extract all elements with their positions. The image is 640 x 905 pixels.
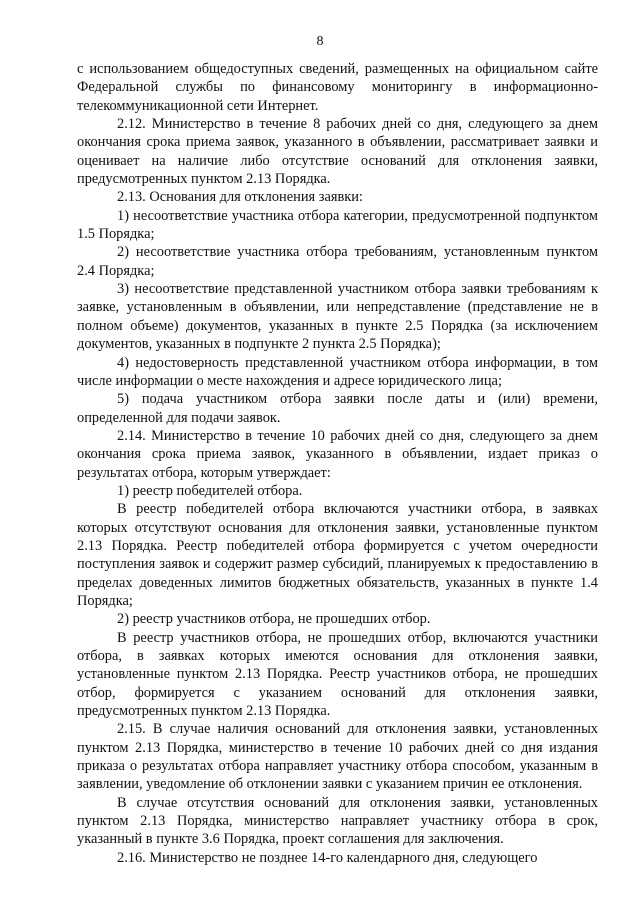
- paragraph: В случае отсутствия оснований для отклонения заявки, установленных пунктом 2.13 Порядка, министерство направляет участнику отбора в срок, указанный в пункте 3.6 Порядка, проект соглашения для заключения.: [77, 794, 598, 848]
- paragraph: с использованием общедоступных сведений, размещенных на официальном сайте Федеральной службы по финансовому мониторингу в информационно-телекоммуникационной сети Интернет.: [77, 61, 598, 114]
- paragraph: 2.16. Министерство не позднее 14-го календарного дня, следующего: [117, 849, 538, 866]
- paragraph: 2.14. Министерство в течение 10 рабочих дней со дня, следующего за днем окончания срока приема заявок, указанного в объявлении, издает приказ о результатах отбора, которым утверждает:: [77, 427, 598, 481]
- paragraph: 2.12. Министерство в течение 8 рабочих дней со дня, следующего за днем окончания срока приема заявок, указанного в объявлении, рассматривает заявки и оценивает на наличие либо отсутствие оснований для отклонения заявки, предусмотренных пунктом 2.13 Порядка.: [77, 116, 598, 188]
- paragraph: В реестр победителей отбора включаются участники отбора, в заявках которых отсутствуют основания для отклонения заявки, установленные пунктом 2.13 Порядка. Реестр победителей отбора формируется с учетом очередности поступления заявок и содержит размер субсидий, планируемых к предоставлению в пределах доведенных лимитов бюджетных обязательств, указанных в пункте 1.4 Порядка;: [77, 501, 598, 609]
- paragraph: 2.13. Основания для отклонения заявки:: [117, 189, 363, 206]
- paragraph: 1) несоответствие участника отбора категории, предусмотренной подпунктом 1.5 Порядка;: [77, 207, 598, 243]
- paragraph: 2.15. В случае наличия оснований для отклонения заявки, установленных пунктом 2.13 Порядка, министерство в течение 10 рабочих дней со дня издания приказа о результатах отбора направляет участнику отбора способом, указанным в заявлении, уведомление об отклонении заявки с указанием причин ее отклонения.: [77, 721, 598, 793]
- paragraph: В реестр участников отбора, не прошедших отбор, включаются участники отбора, в заявках которых имеются основания для отклонения заявки, установленные пунктом 2.13 Порядка. Реестр участников отбора, не прошедших отбор, формируется с указанием оснований для отклонения заявки, предусмотренных пунктом 2.13 Порядка.: [77, 629, 598, 720]
- paragraph: 3) несоответствие представленной участником отбора заявки требованиям к заявке, установленным в объявлении, или непредставление (представление не в полном объеме) документов, указанных в пункте 2.5 Порядка (за исключением документов, указанных в подпункте 2 пункта 2.5 Порядка);: [77, 281, 598, 353]
- paragraph: 1) реестр победителей отбора.: [117, 482, 303, 499]
- paragraph: 4) недостоверность представленной участником отбора информации, в том числе информации о месте нахождения и адресе юридического лица;: [77, 354, 598, 389]
- paragraph: 2) несоответствие участника отбора требованиям, установленным пунктом 2.4 Порядка;: [77, 244, 598, 279]
- page-number: 8: [316, 34, 324, 49]
- document-body: [77, 60, 598, 867]
- paragraph: 2) реестр участников отбора, не прошедших отбор.: [117, 611, 431, 628]
- paragraph: 5) подача участником отбора заявки после даты и (или) времени, определенной для подачи заявок.: [77, 391, 598, 426]
